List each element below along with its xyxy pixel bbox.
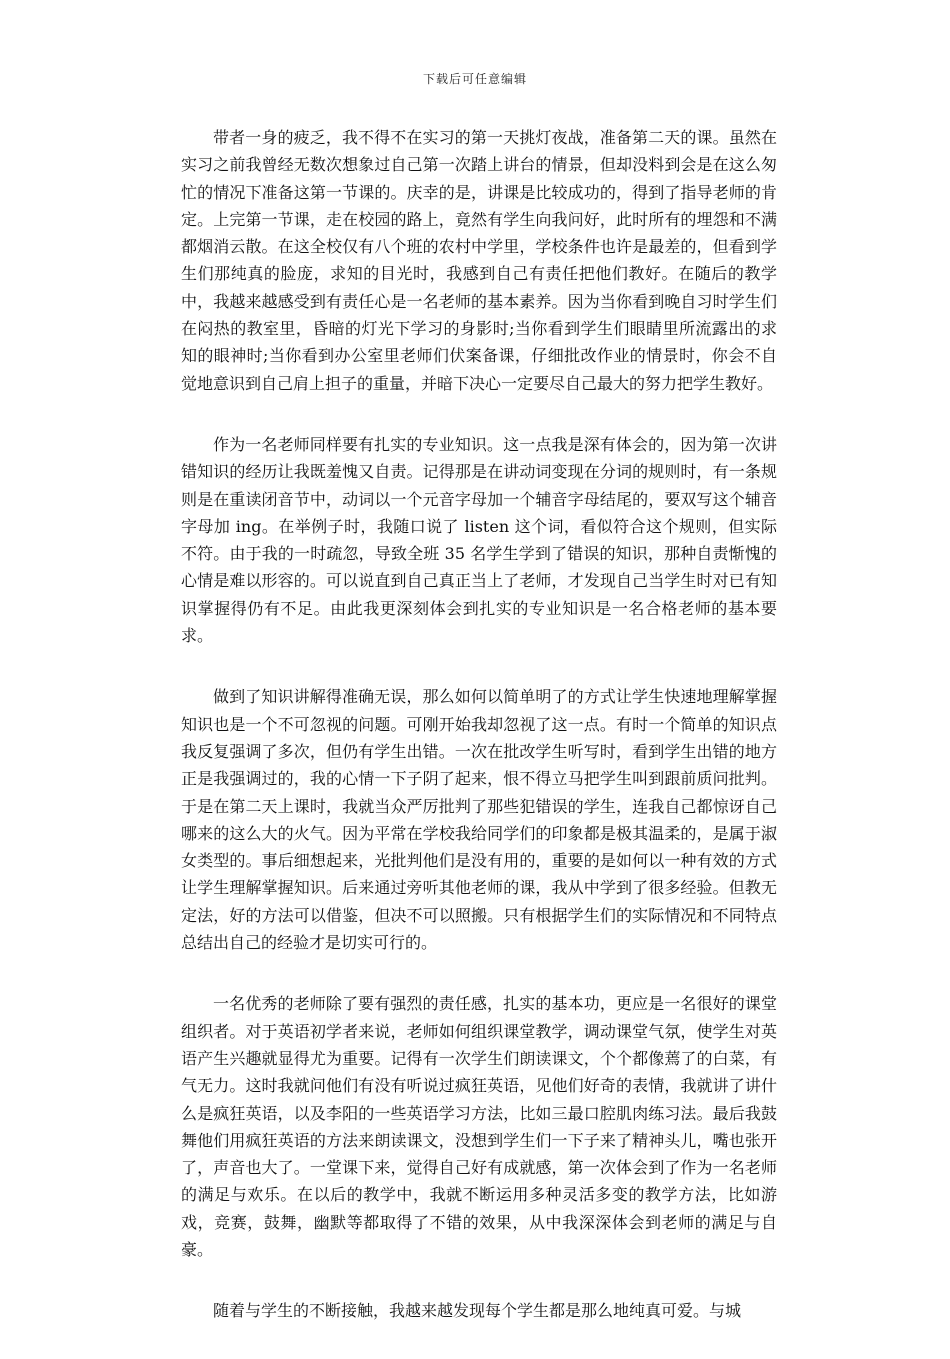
paragraph-students: 随着与学生的不断接触，我越来越发现每个学生都是那么地纯真可爱。与城 xyxy=(213,1301,742,1321)
paragraph-teaching-method: 做到了知识讲解得准确无误，那么如何以简单明了的方式让学生快速地理解掌握知识也是一个不可忽视的问题。可刚开始我却忽视了这一点。有时一个简单的知识点我反复强调了多次，但仍有学生出错。一次在批改学生听写时，看到学生出错的地方正是我强调过的，我的心情一下子阴了起来，恨不得立马把学生叫到跟前质问批判。于是在第二天上课时，我就当众严厉批判了那些犯错误的学生，连我自己都惊讶自己哪来的这么大的火气。因为平常在学校我给同学们的印象都是极其温柔的，是属于淑女类型的。事后细想起来，光批判他们是没有用的，重要的是如何以一种有效的方式让学生理解掌握知识。后来通过旁听其他老师的课，我从中学到了很多经验。但教无定法，好的方法可以借鉴，但决不可以照搬。只有根据学生们的实际情况和不同特点总结出自己的经验才是切实可行的。 xyxy=(181,687,777,953)
document-body xyxy=(181,124,777,1359)
paragraph-professional-knowledge: 作为一名老师同样要有扎实的专业知识。这一点我是深有体会的，因为第一次讲错知识的经历让我既羞愧又自责。记得那是在讲动词变现在分词的规则时，有一条规则是在重读闭音节中，动词以一个元音字母加一个辅音字母结尾的，要双写这个辅音字母加 ing。在举例子时，我随口说了 listen 这个词，看似符合这个规则，但实际不符。由于我的一时疏忽，导致全班 35 名学生学到了错误的知识，那种自责惭愧的心情是难以形容的。可以说直到自己真正当上了老师，才发现自己当学生时对已有知识掌握得仍有不足。由此我更深刻体会到扎实的专业知识是一名合格老师的基本要求。 xyxy=(181,434,777,646)
paragraph-classroom-organizer: 一名优秀的老师除了要有强烈的责任感，扎实的基本功，更应是一名很好的课堂组织者。对于英语初学者来说，老师如何组织课堂教学，调动课堂气氛，使学生对英语产生兴趣就显得尤为重要。记得有一次学生们朗读课文，个个都像蔫了的白菜，有气无力。这时我就问他们有没有听说过疯狂英语，见他们好奇的表情，我就讲了讲什么是疯狂英语，以及李阳的一些英语学习方法，比如三最口腔肌肉练习法。最后我鼓舞他们用疯狂英语的方法来朗读课文，没想到学生们一下子来了精神头儿，嘴也张开了，声音也大了。一堂课下来，觉得自己好有成就感，第一次体会到了作为一名老师的满足与欢乐。在以后的教学中，我就不断运用多种灵活多变的教学方法，比如游戏，竞赛，鼓舞，幽默等都取得了不错的效果，从中我深深体会到老师的满足与自豪。 xyxy=(181,994,777,1259)
paragraph-responsibility: 带者一身的疲乏，我不得不在实习的第一天挑灯夜战，准备第二天的课。虽然在实习之前我曾经无数次想象过自己第一次踏上讲台的情景，但却没料到会是在这么匆忙的情况下准备这第一节课的。庆幸的是，讲课是比较成功的，得到了指导老师的肯定。上完第一节课，走在校园的路上，竟然有学生向我问好，此时所有的埋怨和不满都烟消云散。在这全校仅有八个班的农村中学里，学校条件也许是最差的，但看到学生们那纯真的脸庞，求知的目光时，我感到自己有责任把他们教好。在随后的教学中，我越来越感受到有责任心是一名老师的基本素养。因为当你看到晚自习时学生们在闷热的教室里，昏暗的灯光下学习的身影时;当你看到学生们眼睛里所流露出的求知的眼神时;当你看到办公室里老师们伏案备课，仔细批改作业的情景时，你会不自觉地意识到自己肩上担子的重量，并暗下决心一定要尽自己最大的努力把学生教好。 xyxy=(181,128,777,393)
page-header: 下载后可任意编辑 xyxy=(422,72,527,86)
